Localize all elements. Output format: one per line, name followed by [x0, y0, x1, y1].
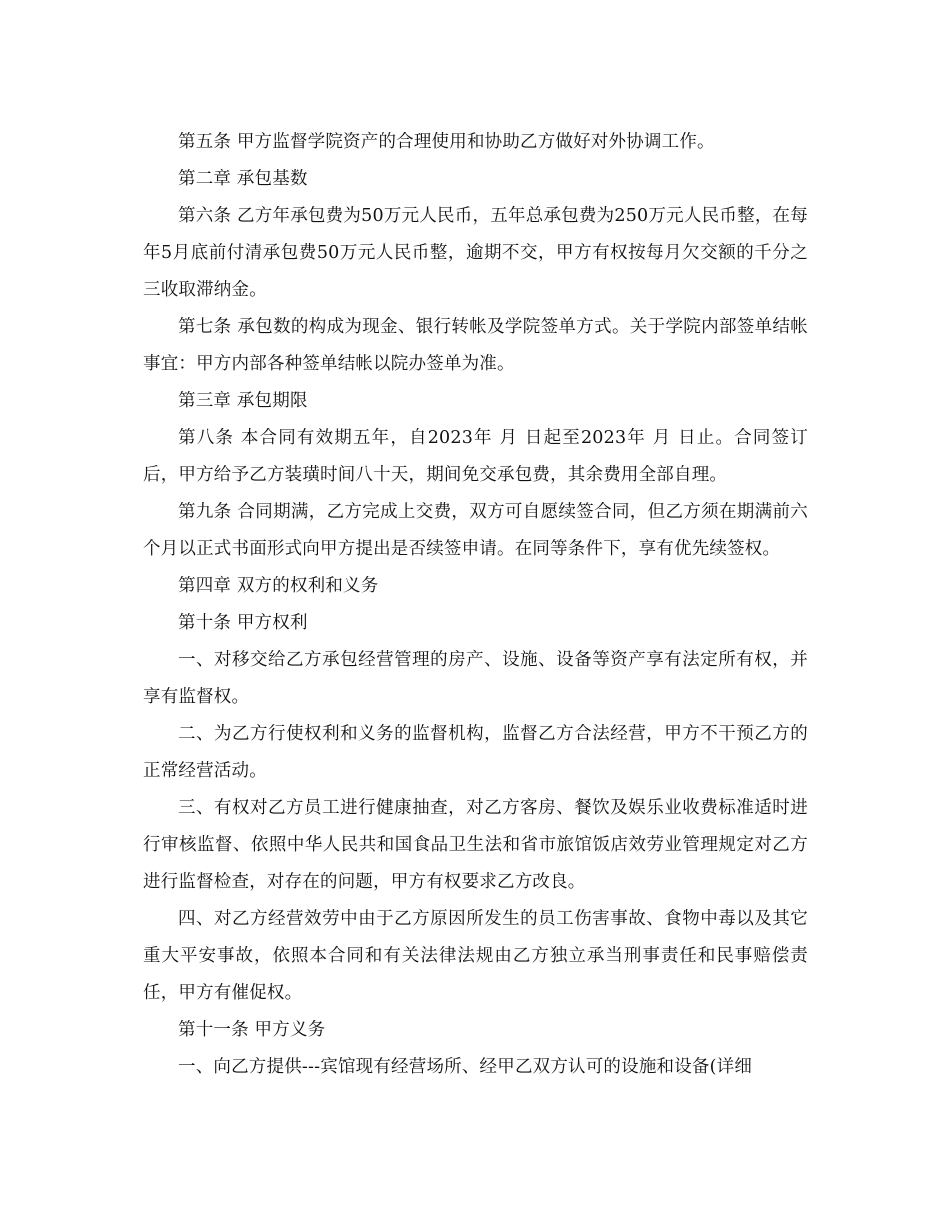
- clause-6: 第六条 乙方年承包费为50万元人民币，五年总承包费为250万元人民币整，在每年5月底前付清承包费50万元人民币整，逾期不交，甲方有权按每月欠交额的千分之三收取滞纳金。: [143, 206, 808, 300]
- clause-10-item-2: 二、为乙方行使权利和义务的监督机构，监督乙方合法经营，甲方不干预乙方的正常经营活动。: [143, 724, 808, 781]
- clause-10-heading: 第十条 甲方权利: [178, 613, 308, 633]
- clause-11-heading: 第十一条 甲方义务: [178, 1020, 326, 1040]
- clause-9: 第九条 合同期满，乙方完成上交费，双方可自愿续签合同，但乙方须在期满前六个月以正式书面形式向甲方提出是否续签申请。在同等条件下，享有优先续签权。: [143, 502, 808, 559]
- clause-8: 第八条 本合同有效期五年，自2023年 月 日起至2023年 月 日止。合同签订后，甲方给予乙方装璜时间八十天，期间免交承包费，其余费用全部自理。: [143, 428, 808, 485]
- document-body: [143, 124, 808, 1086]
- clause-11-item-1: 一、向乙方提供---宾馆现有经营场所、经甲乙双方认可的设施和设备(详细: [178, 1057, 753, 1077]
- clause-10-item-1: 一、对移交给乙方承包经营管理的房产、设施、设备等资产享有法定所有权，并享有监督权。: [143, 650, 808, 707]
- chapter-4-heading: 第四章 双方的权利和义务: [178, 576, 379, 596]
- clause-5: 第五条 甲方监督学院资产的合理使用和协助乙方做好对外协调工作。: [178, 132, 715, 152]
- clause-10-item-4: 四、对乙方经营效劳中由于乙方原因所发生的员工伤害事故、食物中毒以及其它重大平安事故，依照本合同和有关法律法规由乙方独立承当刑事责任和民事赔偿责任，甲方有催促权。: [143, 909, 808, 1003]
- chapter-3-heading: 第三章 承包期限: [178, 391, 308, 411]
- chapter-2-heading: 第二章 承包基数: [178, 169, 308, 189]
- clause-10-item-3: 三、有权对乙方员工进行健康抽查，对乙方客房、餐饮及娱乐业收费标准适时进行审核监督、依照中华人民共和国食品卫生法和省市旅馆饭店效劳业管理规定对乙方进行监督检查，对存在的问题，甲方有权要求乙方改良。: [143, 798, 808, 892]
- clause-7: 第七条 承包数的构成为现金、银行转帐及学院签单方式。关于学院内部签单结帐事宜：甲方内部各种签单结帐以院办签单为准。: [143, 317, 808, 374]
